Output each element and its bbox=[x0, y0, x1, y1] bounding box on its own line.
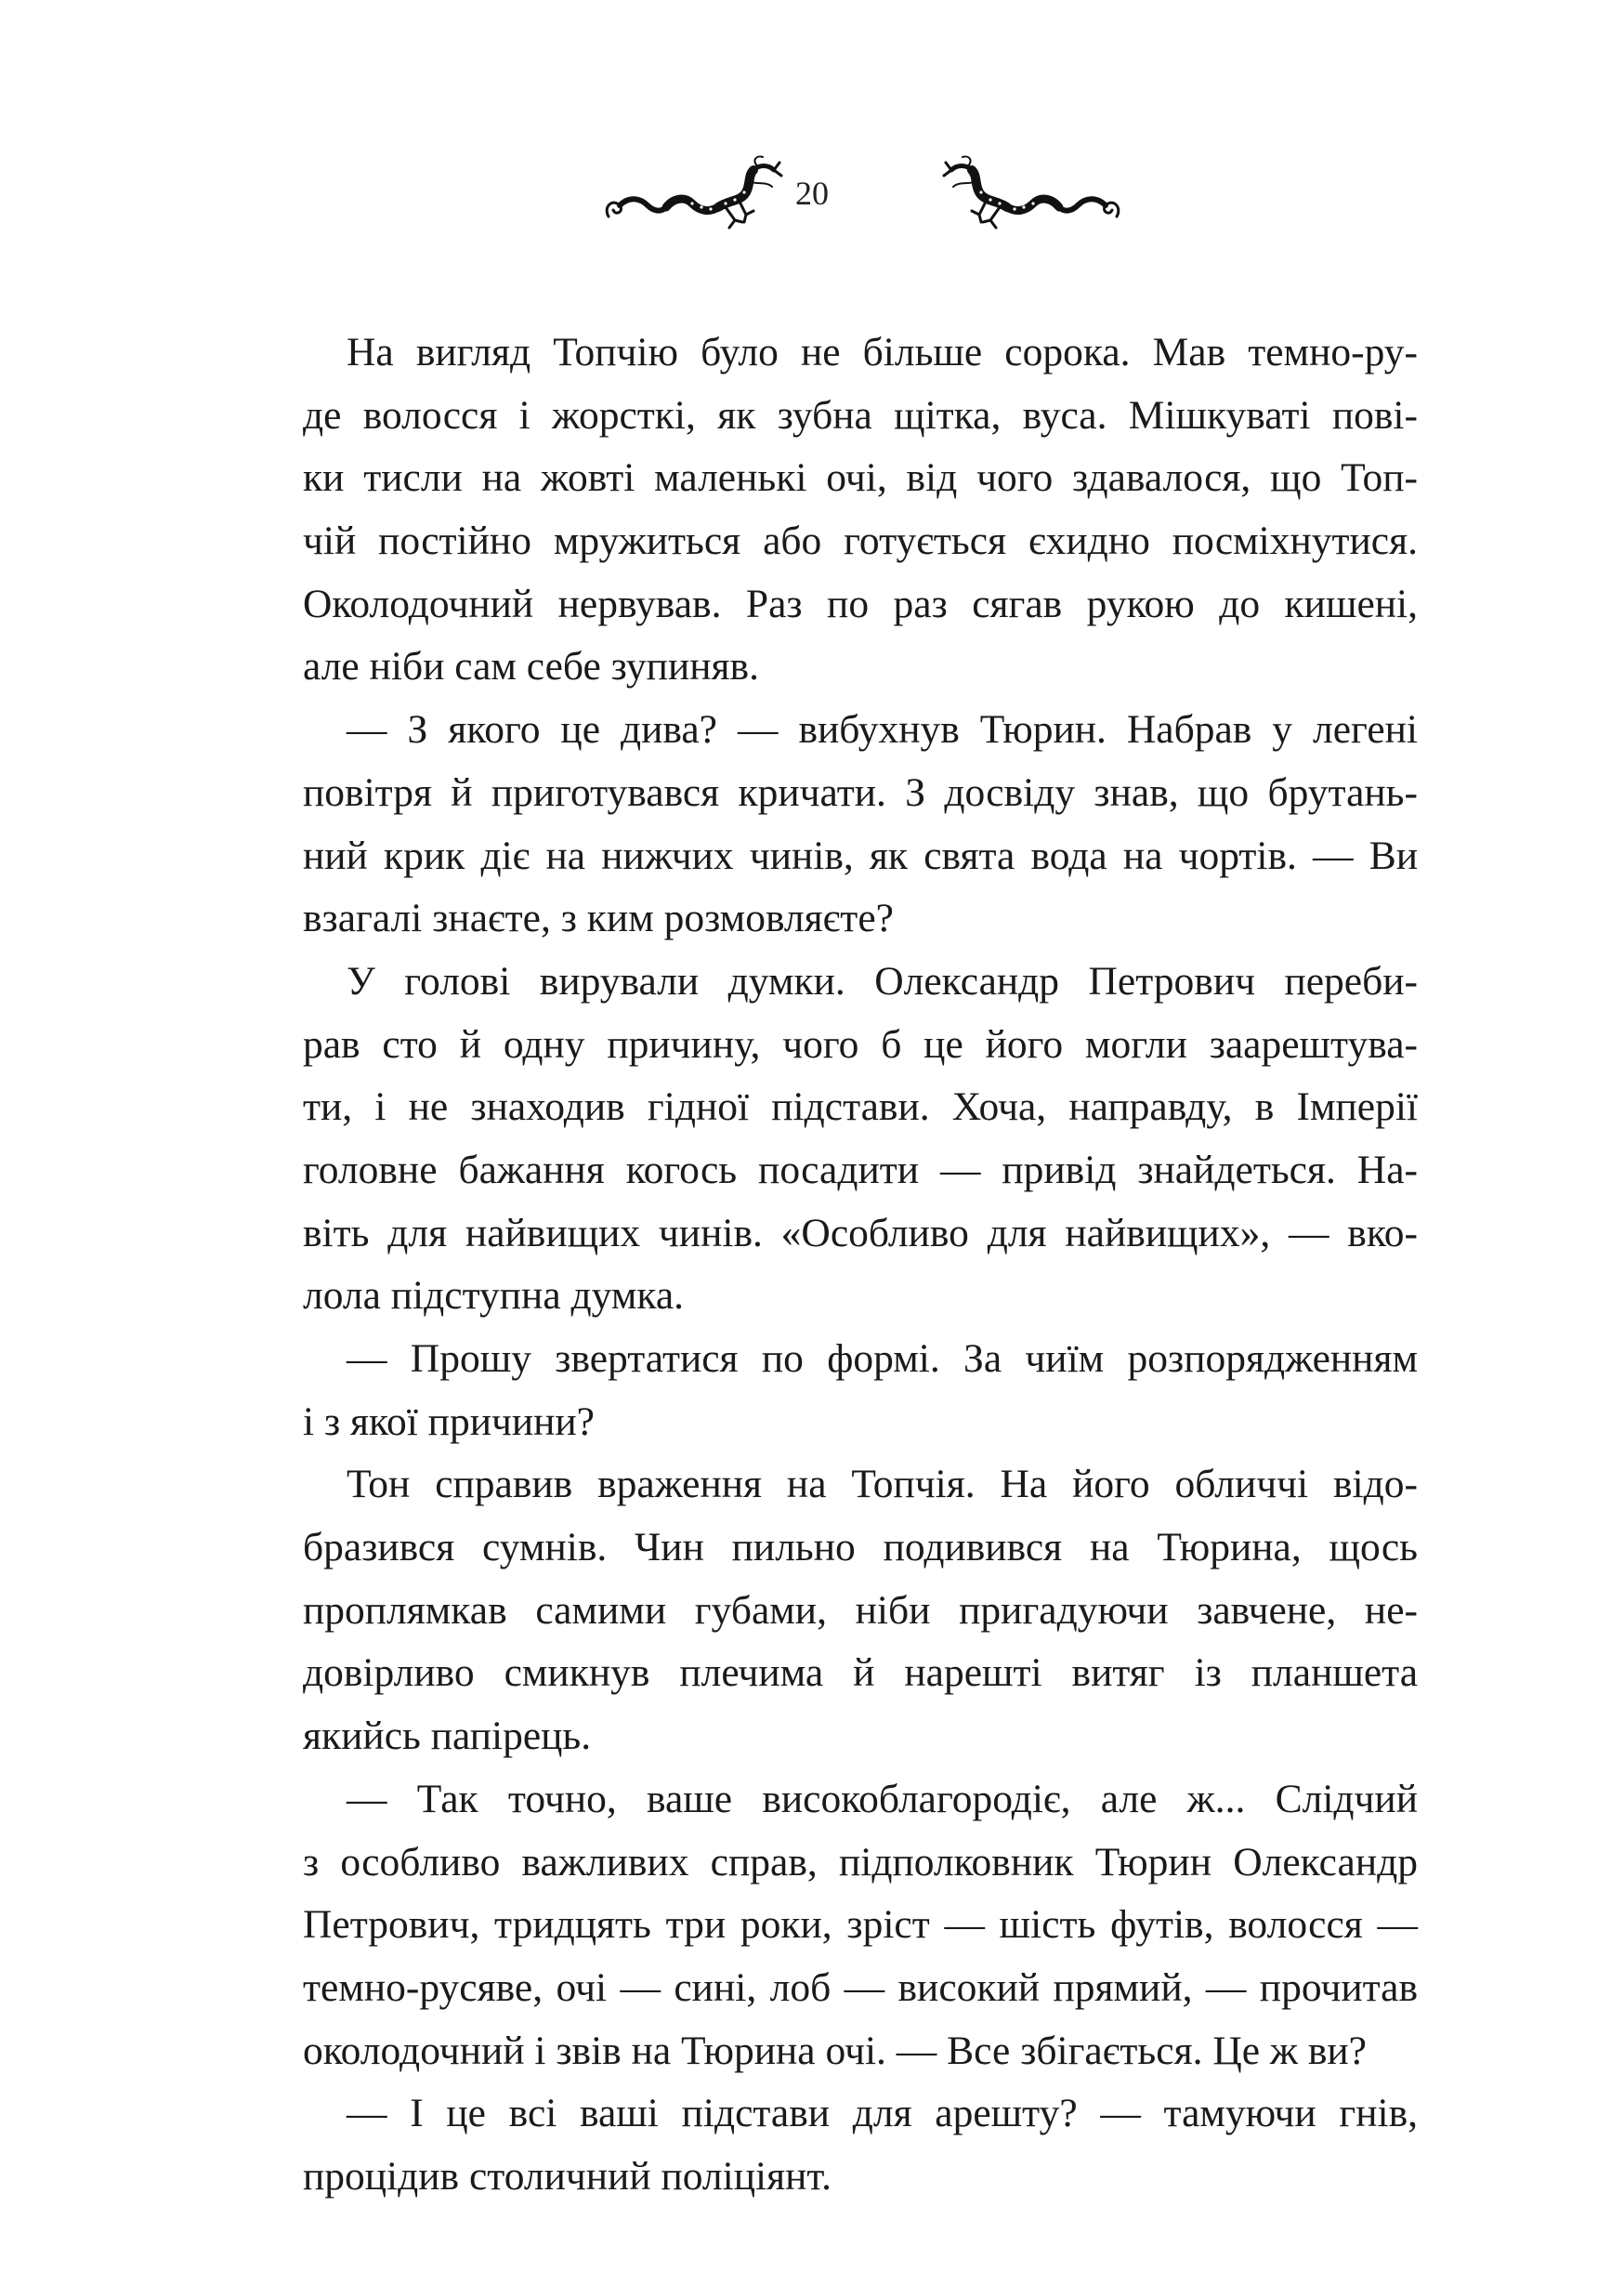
text-line: — З якого це дива? — вибухнув Тюрин. Набрав у легені bbox=[347, 707, 1418, 753]
text-line: — Так точно, ваше високоблагородіє, але ж... Слідчий bbox=[347, 1776, 1418, 1821]
text-line: Околодочний нервував. Раз по раз сягав рукою до кишені, bbox=[303, 581, 1418, 626]
text-line: ний крик діє на нижчих чинів, як свята вода на чортів. — Ви bbox=[303, 833, 1418, 878]
text-line: У голові вирували думки. Олександр Петрович переби- bbox=[347, 958, 1418, 1004]
text-line: і з якої причини? bbox=[303, 1399, 595, 1444]
text-line: проплямкав самими губами, ніби пригадуючи завчене, не- bbox=[303, 1587, 1418, 1633]
paragraph bbox=[303, 699, 1418, 951]
text-line: лола підступна думка. bbox=[303, 1273, 685, 1319]
text-line: довірливо смикнув плечима й нарешті витяг із планшета bbox=[303, 1650, 1418, 1696]
text-line: процідив столичний поліціянт. bbox=[303, 2153, 832, 2199]
text-line: повітря й приготувався кричати. З досвіду знав, що брутань- bbox=[303, 769, 1418, 815]
text-line: ки тисли на жовті маленькі очі, від чого здавалося, що Топ- bbox=[303, 455, 1418, 501]
text-line: де волосся і жорсткі, як зубна щітка, вуса. Мішкуваті пові- bbox=[303, 392, 1418, 438]
dragon-ornament-right-icon bbox=[940, 153, 1126, 246]
text-line: околодочний і звів на Тюрина очі. — Все збігається. Це ж ви? bbox=[303, 2028, 1367, 2073]
paragraph bbox=[303, 322, 1418, 699]
text-line: На вигляд Топчію було не більше сорока. Мав темно-ру- bbox=[347, 330, 1418, 374]
text-line: якийсь папірець. bbox=[303, 1714, 592, 1759]
dragon-ornament-left-icon bbox=[599, 153, 785, 246]
paragraph bbox=[303, 951, 1418, 1328]
text-line: — Прошу звертатися по формі. За чиїм розпорядженням bbox=[347, 1336, 1418, 1381]
text-line: бразився сумнів. Чин пильно подивився на Тюрина, щось bbox=[303, 1525, 1418, 1570]
text-line: Петрович, тридцять три роки, зріст — шість футів, волосся — bbox=[303, 1902, 1418, 1948]
text-line: — І це всі ваші підстави для арешту? — тамуючи гнів, bbox=[347, 2091, 1418, 2136]
text-line: Тон справив враження на Топчія. На його обличчі відо- bbox=[347, 1462, 1418, 1507]
text-line: взагалі знаєте, з ким розмовляєте? bbox=[303, 896, 894, 941]
text-line: з особливо важливих справ, підполковник Тюрин Олександр bbox=[303, 1839, 1418, 1885]
body-text bbox=[303, 322, 1418, 2209]
text-line: але ніби сам себе зупиняв. bbox=[303, 644, 759, 689]
paragraph bbox=[303, 1768, 1418, 2082]
page-header bbox=[0, 139, 1624, 251]
paragraph bbox=[303, 1328, 1418, 1453]
text-line: чій постійно мружиться або готується єхидно посміхнутися. bbox=[303, 519, 1418, 564]
text-line: темно-русяве, очі — сині, лоб — високий прямий, — прочитав bbox=[303, 1964, 1418, 2010]
text-line: рав сто й одну причину, чого б це його могли заарештува- bbox=[303, 1021, 1418, 1067]
text-line: ти, і не знаходив гідної підстави. Хоча, направду, в Імперії bbox=[303, 1084, 1418, 1130]
page-number: 20 bbox=[795, 175, 829, 212]
paragraph bbox=[303, 1453, 1418, 1767]
text-line: головне бажання когось посадити — привід знайдеться. На- bbox=[303, 1147, 1418, 1192]
paragraph bbox=[303, 2082, 1418, 2208]
text-line: віть для найвищих чинів. «Особливо для найвищих», — вко- bbox=[303, 1210, 1418, 1255]
